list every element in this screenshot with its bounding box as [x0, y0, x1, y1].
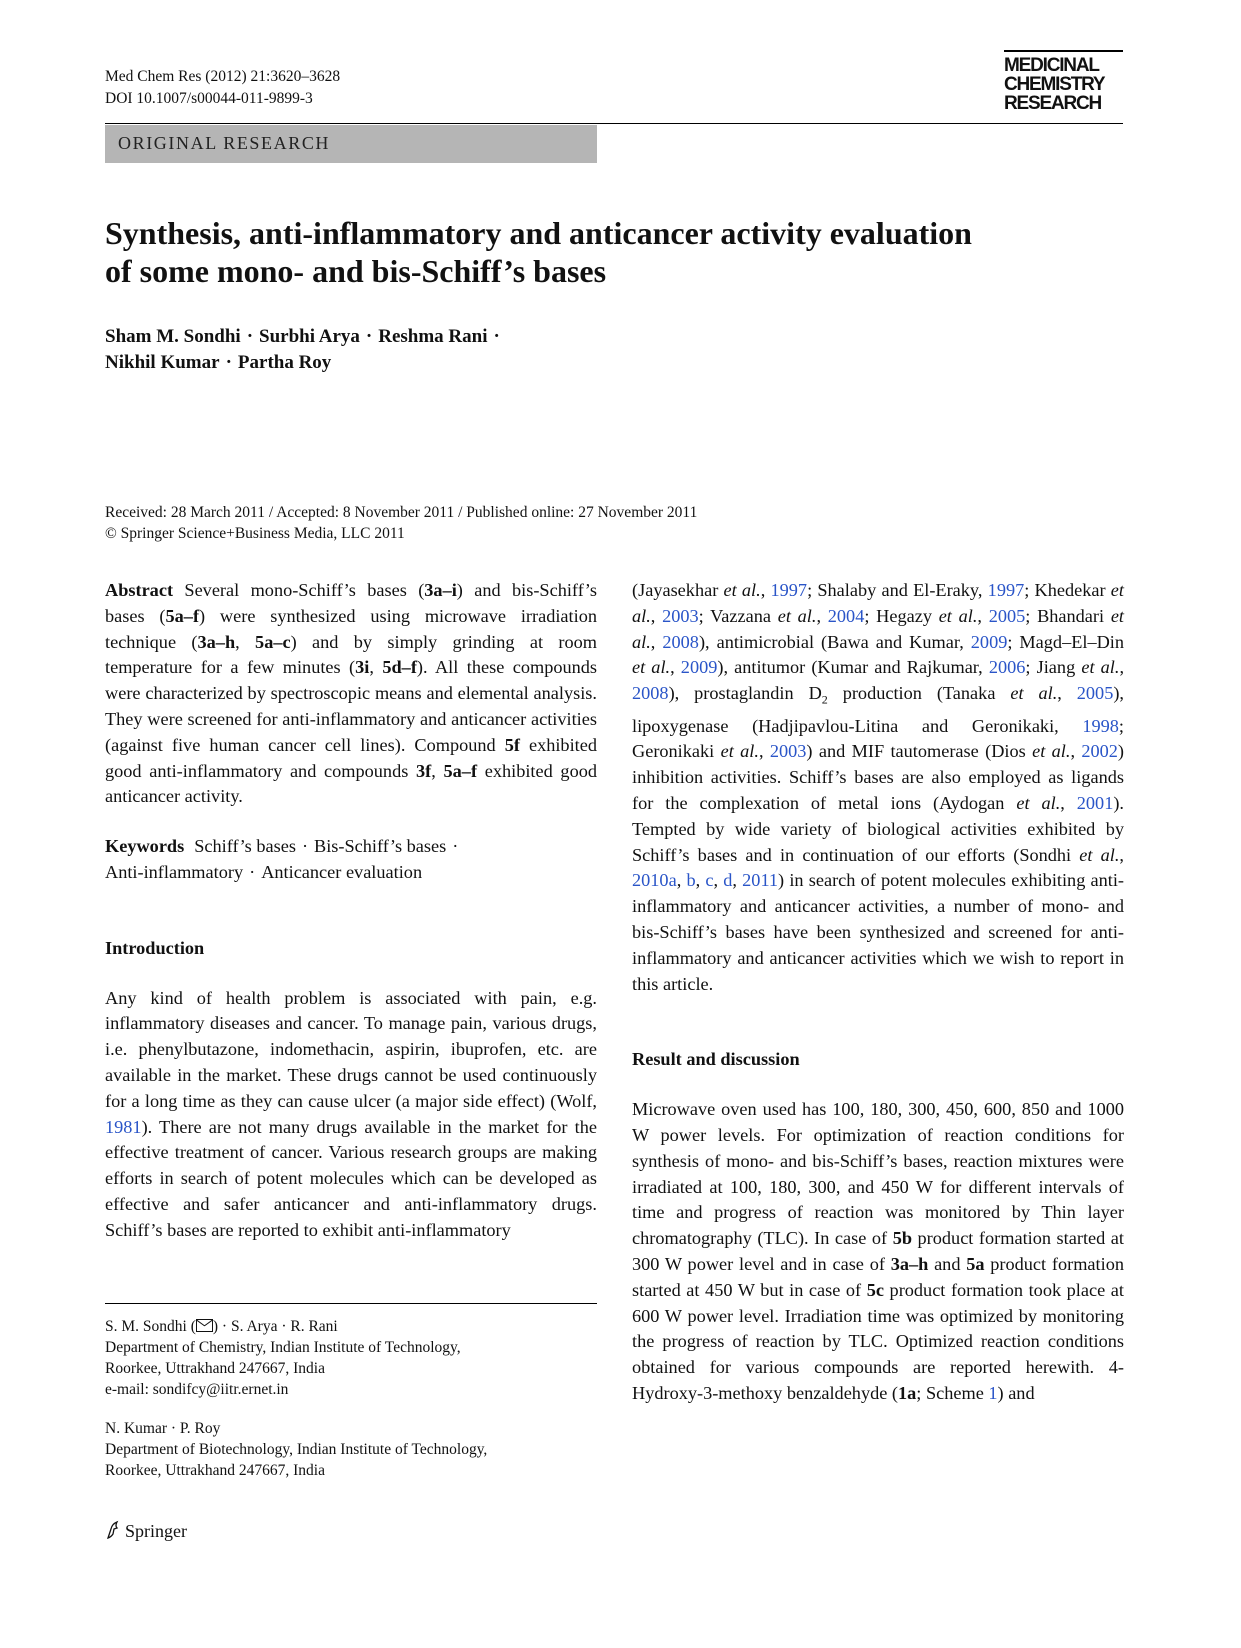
results-text: Microwave oven used has 100, 180, 300, 450, 600, 850 and 1000 W power levels. For optimization of reaction conditions for synthesis of mono- and bis-Schiff’s bases, reaction mixtures were irradiated at 100, 180, 300, and 450 W for different intervals of time and progress of reaction was monitored by Thin layer chromatography (TLC). In case of 5b product formation started at 300 W power level and in case of 3a–h and 5a product formation started at 450 W but in case of 5c product formation took place at 600 W power level. Irradiation time was optimized by monitoring the progress of reaction by TLC. Optimized reaction conditions obtained for various compounds are reported herewith. 4-Hydroxy-3-methoxy benzaldehyde (1a; Scheme 1) and — [632, 1099, 1125, 1403]
reference-link[interactable]: 1997 — [770, 580, 808, 600]
author: Surbhi Arya — [259, 326, 360, 347]
left-column — [105, 578, 597, 1244]
affiliation-1: S. M. Sondhi ( ) · S. Arya · R. Rani Department of Chemistry, Indian Institute of Technology, Roorkee, Uttrakhand 247667, India e-mail: sondifcy@iitr.ernet.in — [105, 1316, 597, 1400]
abstract: Abstract Several mono-Schiff’s bases (3a–i) and bis-Schiff’s bases (5a–f) were synthesized using microwave irradiation technique (3a–h, 5a–c) and by simply grinding at room temperature for a few minutes (3i, 5d–f). All these compounds were characterized by spectroscopic means and elemental analysis. They were screened for anti-inflammatory and anticancer activities (against five human cancer cell lines). Compound 5f exhibited good anti-inflammatory and compounds 3f, 5a–f exhibited good anticancer activity. — [105, 580, 598, 807]
copyright: © Springer Science+Business Media, LLC 2011 — [105, 525, 405, 542]
reference-link[interactable]: 2001 — [1076, 793, 1114, 814]
reference-link[interactable]: 2008 — [632, 683, 669, 704]
journal-logo — [1004, 50, 1123, 113]
reference-link[interactable]: 2008 — [662, 631, 699, 652]
reference-link[interactable]: 1981 — [105, 1116, 142, 1137]
reference-link[interactable]: 2002 — [1081, 741, 1118, 762]
reference-link[interactable]: 2006 — [988, 657, 1026, 678]
title-line-2: of some mono- and bis-Schiff’s bases — [105, 253, 607, 289]
publisher-name: Springer — [125, 1521, 187, 1541]
author: Reshma Rani — [378, 326, 488, 347]
author: Sham M. Sondhi — [105, 326, 241, 347]
title-line-1: Synthesis, anti-inflammatory and anticancer activity evaluation — [105, 215, 972, 251]
author-list — [105, 324, 705, 376]
introduction-heading: Introduction — [105, 937, 205, 958]
reference-link[interactable]: d — [723, 870, 733, 891]
reference-link[interactable]: 1997 — [987, 580, 1025, 600]
scheme-link[interactable]: 1 — [988, 1382, 998, 1403]
logo-line-1: MEDICINAL — [1004, 55, 1099, 76]
logo-line-3: RESEARCH — [1004, 93, 1102, 114]
reference-link[interactable]: 2010a — [632, 870, 677, 891]
envelope-icon — [196, 1319, 213, 1332]
reference-link[interactable]: c — [705, 870, 714, 891]
introduction-text: Any kind of health problem is associated with pain, e.g. inflammatory diseases and cancer. To manage pain, various drugs, i.e. phenylbutazone, indomethacin, aspirin, ibuprofen, etc. are available in the market. These drugs cannot be used continuously for a long time as they can cause ulcer (a major side effect) (Wolf, 1981). There are not many drugs available in the market for the effective treatment of cancer. Various research groups are making efforts in search of potent molecules which can be developed as effective and safer anticancer and anti-inflammatory drugs. Schiff’s bases are reported to exhibit anti-inflammatory — [105, 987, 597, 1240]
reference-link[interactable]: 2003 — [662, 605, 699, 626]
results-heading: Result and discussion — [632, 1049, 800, 1070]
publication-dates: Received: 28 March 2011 / Accepted: 8 November 2011 / Published online: 27 November 2011 © Springer Science+Business Media, LLC 2011 — [105, 502, 1005, 544]
author-line-2: Nikhil Kumar · Partha Roy — [105, 352, 332, 373]
reference-link[interactable]: 2005 — [988, 605, 1026, 626]
affiliation-2: N. Kumar · P. Roy Department of Biotechnology, Indian Institute of Technology, Roorkee, Uttrakhand 247667, India — [105, 1420, 488, 1479]
right-column — [632, 578, 1124, 1407]
logo-line-2: CHEMISTRY — [1004, 74, 1105, 95]
journal-citation: Med Chem Res (2012) 21:3620–3628 — [105, 68, 341, 85]
doi: DOI 10.1007/s00044-011-9899-3 — [105, 90, 313, 107]
reference-link[interactable]: 2009 — [680, 657, 718, 678]
keywords: Keywords Schiff’s bases · Bis-Schiff’s bases · Anti-inflammatory · Anticancer evaluation — [105, 836, 459, 882]
reference-link[interactable]: 2003 — [769, 741, 807, 762]
journal-citation-block — [105, 66, 340, 110]
published-date: Published online: 27 November 2011 — [466, 504, 698, 521]
reference-link[interactable]: 2011 — [742, 870, 779, 891]
reference-link[interactable]: b — [686, 870, 696, 891]
author-line-1: Sham M. Sondhi · Surbhi Arya · Reshma Rani · — [105, 326, 500, 347]
reference-link[interactable]: 2004 — [827, 605, 865, 626]
received-date: Received: 28 March 2011 — [105, 504, 265, 521]
reference-link[interactable]: 2005 — [1076, 683, 1114, 704]
author: Partha Roy — [237, 352, 332, 373]
reference-link[interactable]: 1998 — [1082, 715, 1119, 736]
article-title — [105, 214, 1065, 290]
springer-horse-icon — [105, 1520, 121, 1540]
introduction-continued: (Jayasekhar et al., 1997; Shalaby and El-Eraky, 1997; Khedekar et al., 2003; Vazzana et al., 2004; Hegazy et al., 2005; Bhandari et al., 2008), antimicrobial (Bawa and Kumar, 2009; Magd–El–Din et al., 2009), antitumor (Kumar and Rajkumar, 2006; Jiang et al., 2008), prostaglandin $D_2$ production (Tanaka et al., 2005), lipoxygenase (Hadjipavlou-Litina and Geronikaki, 1998; Geronikaki et al., 2003) and MIF tautomerase (Dios et al., 2002) inhibition activities. Schiff’s bases are also employed as ligands for the complexation of metal ions (Aydogan et al., 2001). Tempted by wide variety of biological activities exhibited by Schiff’s bases and in continuation of our efforts (Sondhi et al., 2010a, b, c, d, 2011) in search of potent molecules exhibiting anti-inflammatory and anticancer activities, a number of mono- and bis-Schiff’s bases have been synthesized and screened for anti-inflammatory and anticancer activities which we wish to report in this article. — [632, 580, 1125, 994]
header-rule — [105, 123, 1123, 124]
accepted-date: Accepted: 8 November 2011 — [276, 504, 455, 521]
section-label: ORIGINAL RESEARCH — [118, 133, 331, 153]
publisher-footer — [105, 1520, 187, 1542]
reference-link[interactable]: 2009 — [970, 631, 1008, 652]
corresponding-email[interactable]: e-mail: sondifcy@iitr.ernet.in — [105, 1381, 289, 1398]
affiliations — [105, 1303, 597, 1499]
author: Nikhil Kumar — [105, 352, 220, 373]
